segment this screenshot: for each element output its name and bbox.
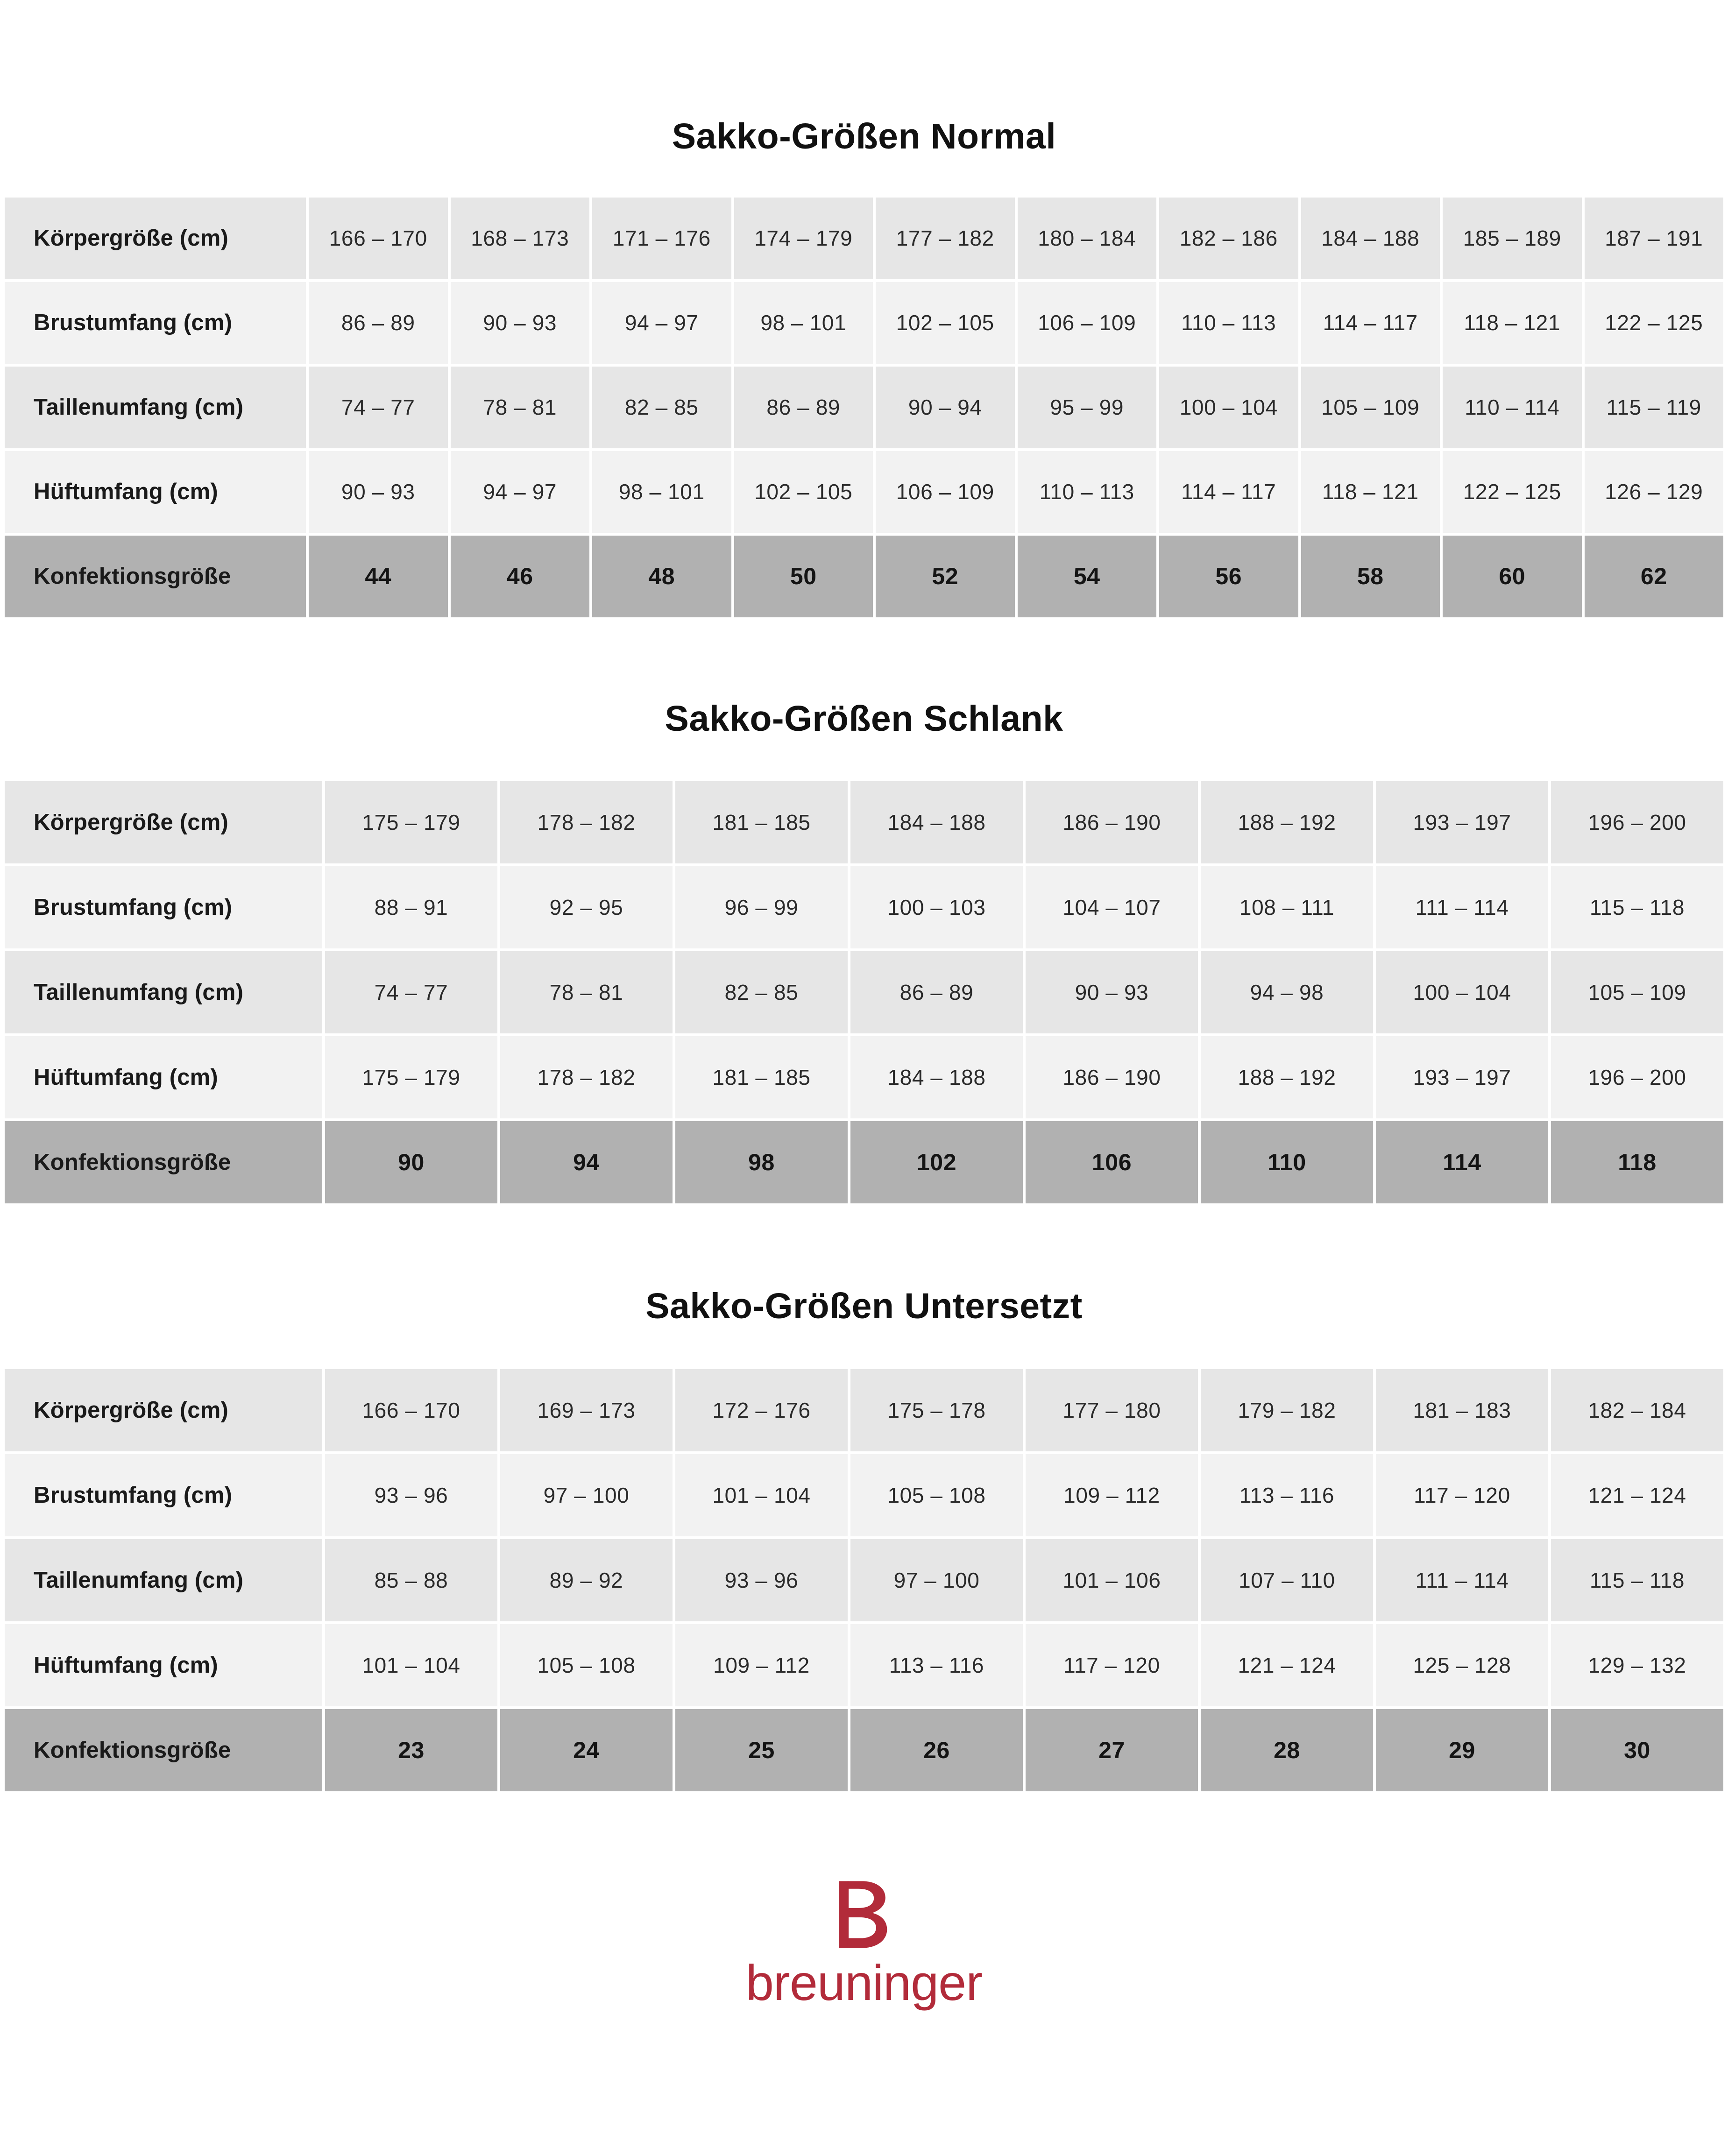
measurement-cell: 98 – 101: [592, 451, 731, 533]
measurement-cell: 129 – 132: [1551, 1624, 1723, 1706]
section-gap-2: [0, 1203, 1728, 1287]
measurement-cell: 74 – 77: [325, 951, 497, 1033]
table-row: [5, 1036, 1723, 1118]
konfektionsgroesse-cell: 24: [500, 1709, 673, 1791]
measurement-cell: 113 – 116: [1201, 1454, 1373, 1536]
breuninger-b-mark-icon: [836, 1880, 892, 1949]
measurement-cell: 114 – 117: [1159, 451, 1298, 533]
measurement-cell: 172 – 176: [675, 1369, 848, 1451]
measurement-cell: 193 – 197: [1376, 781, 1548, 863]
measurement-cell: 94 – 97: [592, 282, 731, 364]
row-header-2: Taillenumfang (cm): [5, 1539, 322, 1621]
measurement-cell: 98 – 101: [734, 282, 873, 364]
measurement-cell: 193 – 197: [1376, 1036, 1548, 1118]
table-row: [5, 1454, 1723, 1536]
measurement-cell: 182 – 186: [1159, 198, 1298, 279]
measurement-cell: 117 – 120: [1376, 1454, 1548, 1536]
konfektionsgroesse-cell: 106: [1026, 1121, 1198, 1203]
table-row: [5, 1709, 1723, 1791]
konfektionsgroesse-cell: 58: [1301, 536, 1440, 617]
row-header-1: Brustumfang (cm): [5, 866, 322, 948]
konfektionsgroesse-cell: 46: [451, 536, 590, 617]
konfektionsgroesse-cell: 50: [734, 536, 873, 617]
measurement-cell: 111 – 114: [1376, 1539, 1548, 1621]
measurement-cell: 111 – 114: [1376, 866, 1548, 948]
measurement-cell: 105 – 109: [1551, 951, 1723, 1033]
measurement-cell: 105 – 108: [850, 1454, 1023, 1536]
konfektionsgroesse-cell: 26: [850, 1709, 1023, 1791]
measurement-cell: 118 – 121: [1301, 451, 1440, 533]
measurement-cell: 100 – 104: [1159, 367, 1298, 448]
measurement-cell: 187 – 191: [1585, 198, 1724, 279]
measurement-cell: 186 – 190: [1026, 1036, 1198, 1118]
measurement-cell: 96 – 99: [675, 866, 848, 948]
measurement-cell: 94 – 98: [1201, 951, 1373, 1033]
measurement-cell: 102 – 105: [876, 282, 1015, 364]
title-table-gap: [0, 738, 1728, 781]
size-table-schlank: [5, 781, 1723, 1203]
measurement-cell: 90 – 93: [451, 282, 590, 364]
measurement-cell: 177 – 182: [876, 198, 1015, 279]
row-header-0: Körpergröße (cm): [5, 781, 322, 863]
table-row: [5, 1539, 1723, 1621]
konfektionsgroesse-cell: 52: [876, 536, 1015, 617]
konfektionsgroesse-cell: 29: [1376, 1709, 1548, 1791]
measurement-cell: 90 – 94: [876, 367, 1015, 448]
measurement-cell: 185 – 189: [1443, 198, 1582, 279]
table-row: [5, 781, 1723, 863]
table-row: [5, 1624, 1723, 1706]
konfektionsgroesse-cell: 114: [1376, 1121, 1548, 1203]
konfektionsgroesse-cell: 98: [675, 1121, 848, 1203]
table-row: [5, 451, 1723, 533]
measurement-cell: 106 – 109: [876, 451, 1015, 533]
konfektionsgroesse-cell: 28: [1201, 1709, 1373, 1791]
measurement-cell: 171 – 176: [592, 198, 731, 279]
konfektionsgroesse-cell: 62: [1585, 536, 1724, 617]
konfektionsgroesse-cell: 23: [325, 1709, 497, 1791]
konfektionsgroesse-cell: 90: [325, 1121, 497, 1203]
breuninger-logo: [0, 1880, 1728, 2011]
konfektionsgroesse-cell: 110: [1201, 1121, 1373, 1203]
konfektionsgroesse-cell: 94: [500, 1121, 673, 1203]
measurement-cell: 181 – 183: [1376, 1369, 1548, 1451]
table-row: [5, 198, 1723, 279]
konfektionsgroesse-cell: 54: [1018, 536, 1157, 617]
section-sakko-untersetzt: [0, 1287, 1728, 1791]
measurement-cell: 106 – 109: [1018, 282, 1157, 364]
measurement-cell: 74 – 77: [309, 367, 448, 448]
measurement-cell: 104 – 107: [1026, 866, 1198, 948]
measurement-cell: 168 – 173: [451, 198, 590, 279]
measurement-cell: 86 – 89: [850, 951, 1023, 1033]
size-table-normal: [5, 198, 1723, 617]
measurement-cell: 110 – 114: [1443, 367, 1582, 448]
title-table-gap: [0, 156, 1728, 198]
measurement-cell: 107 – 110: [1201, 1539, 1373, 1621]
measurement-cell: 102 – 105: [734, 451, 873, 533]
measurement-cell: 179 – 182: [1201, 1369, 1373, 1451]
measurement-cell: 88 – 91: [325, 866, 497, 948]
measurement-cell: 174 – 179: [734, 198, 873, 279]
section-gap-3: [0, 1791, 1728, 1880]
measurement-cell: 108 – 111: [1201, 866, 1373, 948]
measurement-cell: 186 – 190: [1026, 781, 1198, 863]
konfektionsgroesse-cell: 25: [675, 1709, 848, 1791]
title-table-gap: [0, 1326, 1728, 1369]
measurement-cell: 92 – 95: [500, 866, 673, 948]
measurement-cell: 115 – 118: [1551, 866, 1723, 948]
top-spacer: [0, 0, 1728, 117]
row-header-4: Konfektionsgröße: [5, 1121, 322, 1203]
measurement-cell: 177 – 180: [1026, 1369, 1198, 1451]
measurement-cell: 78 – 81: [451, 367, 590, 448]
measurement-cell: 110 – 113: [1159, 282, 1298, 364]
section-gap-1: [0, 617, 1728, 699]
measurement-cell: 115 – 119: [1585, 367, 1724, 448]
measurement-cell: 113 – 116: [850, 1624, 1023, 1706]
section-sakko-schlank: [0, 699, 1728, 1204]
section-title-schlank: Sakko-Größen Schlank: [665, 698, 1063, 739]
konfektionsgroesse-cell: 60: [1443, 536, 1582, 617]
size-table-untersetzt: [5, 1369, 1723, 1791]
table-row: [5, 1121, 1723, 1203]
measurement-cell: 121 – 124: [1201, 1624, 1373, 1706]
measurement-cell: 78 – 81: [500, 951, 673, 1033]
measurement-cell: 90 – 93: [1026, 951, 1198, 1033]
measurement-cell: 95 – 99: [1018, 367, 1157, 448]
measurement-cell: 109 – 112: [1026, 1454, 1198, 1536]
measurement-cell: 97 – 100: [500, 1454, 673, 1536]
measurement-cell: 86 – 89: [309, 282, 448, 364]
measurement-cell: 122 – 125: [1585, 282, 1724, 364]
measurement-cell: 125 – 128: [1376, 1624, 1548, 1706]
row-header-1: Brustumfang (cm): [5, 282, 306, 364]
measurement-cell: 105 – 109: [1301, 367, 1440, 448]
measurement-cell: 182 – 184: [1551, 1369, 1723, 1451]
konfektionsgroesse-cell: 27: [1026, 1709, 1198, 1791]
measurement-cell: 126 – 129: [1585, 451, 1724, 533]
row-header-3: Hüftumfang (cm): [5, 451, 306, 533]
measurement-cell: 100 – 103: [850, 866, 1023, 948]
measurement-cell: 94 – 97: [451, 451, 590, 533]
measurement-cell: 178 – 182: [500, 1036, 673, 1118]
measurement-cell: 196 – 200: [1551, 1036, 1723, 1118]
konfektionsgroesse-cell: 102: [850, 1121, 1023, 1203]
table-row: [5, 282, 1723, 364]
measurement-cell: 101 – 104: [325, 1624, 497, 1706]
measurement-cell: 114 – 117: [1301, 282, 1440, 364]
konfektionsgroesse-cell: 44: [309, 536, 448, 617]
measurement-cell: 101 – 104: [675, 1454, 848, 1536]
measurement-cell: 82 – 85: [675, 951, 848, 1033]
section-title-untersetzt: Sakko-Größen Untersetzt: [645, 1286, 1083, 1327]
measurement-cell: 93 – 96: [325, 1454, 497, 1536]
row-header-0: Körpergröße (cm): [5, 198, 306, 279]
measurement-cell: 89 – 92: [500, 1539, 673, 1621]
measurement-cell: 101 – 106: [1026, 1539, 1198, 1621]
row-header-1: Brustumfang (cm): [5, 1454, 322, 1536]
measurement-cell: 105 – 108: [500, 1624, 673, 1706]
measurement-cell: 97 – 100: [850, 1539, 1023, 1621]
konfektionsgroesse-cell: 30: [1551, 1709, 1723, 1791]
measurement-cell: 178 – 182: [500, 781, 673, 863]
table-row: [5, 1369, 1723, 1451]
measurement-cell: 109 – 112: [675, 1624, 848, 1706]
table-row: [5, 536, 1723, 617]
measurement-cell: 110 – 113: [1018, 451, 1157, 533]
measurement-cell: 175 – 178: [850, 1369, 1023, 1451]
measurement-cell: 181 – 185: [675, 1036, 848, 1118]
measurement-cell: 90 – 93: [309, 451, 448, 533]
table-row: [5, 951, 1723, 1033]
row-header-2: Taillenumfang (cm): [5, 367, 306, 448]
konfektionsgroesse-cell: 56: [1159, 536, 1298, 617]
measurement-cell: 117 – 120: [1026, 1624, 1198, 1706]
table-row: [5, 367, 1723, 448]
measurement-cell: 121 – 124: [1551, 1454, 1723, 1536]
row-header-3: Hüftumfang (cm): [5, 1624, 322, 1706]
measurement-cell: 175 – 179: [325, 1036, 497, 1118]
row-header-2: Taillenumfang (cm): [5, 951, 322, 1033]
row-header-0: Körpergröße (cm): [5, 1369, 322, 1451]
section-sakko-normal: [0, 117, 1728, 617]
measurement-cell: 181 – 185: [675, 781, 848, 863]
measurement-cell: 196 – 200: [1551, 781, 1723, 863]
measurement-cell: 93 – 96: [675, 1539, 848, 1621]
row-header-4: Konfektionsgröße: [5, 536, 306, 617]
breuninger-wordmark: breuninger: [745, 1954, 983, 2011]
konfektionsgroesse-cell: 48: [592, 536, 731, 617]
measurement-cell: 118 – 121: [1443, 282, 1582, 364]
measurement-cell: 82 – 85: [592, 367, 731, 448]
measurement-cell: 100 – 104: [1376, 951, 1548, 1033]
measurement-cell: 184 – 188: [850, 1036, 1023, 1118]
measurement-cell: 86 – 89: [734, 367, 873, 448]
measurement-cell: 115 – 118: [1551, 1539, 1723, 1621]
measurement-cell: 166 – 170: [325, 1369, 497, 1451]
measurement-cell: 180 – 184: [1018, 198, 1157, 279]
row-header-3: Hüftumfang (cm): [5, 1036, 322, 1118]
measurement-cell: 188 – 192: [1201, 781, 1373, 863]
measurement-cell: 166 – 170: [309, 198, 448, 279]
measurement-cell: 85 – 88: [325, 1539, 497, 1621]
measurement-cell: 122 – 125: [1443, 451, 1582, 533]
measurement-cell: 184 – 188: [1301, 198, 1440, 279]
measurement-cell: 188 – 192: [1201, 1036, 1373, 1118]
measurement-cell: 184 – 188: [850, 781, 1023, 863]
table-row: [5, 866, 1723, 948]
row-header-4: Konfektionsgröße: [5, 1709, 322, 1791]
measurement-cell: 169 – 173: [500, 1369, 673, 1451]
section-title-normal: Sakko-Größen Normal: [672, 116, 1056, 156]
konfektionsgroesse-cell: 118: [1551, 1121, 1723, 1203]
measurement-cell: 175 – 179: [325, 781, 497, 863]
